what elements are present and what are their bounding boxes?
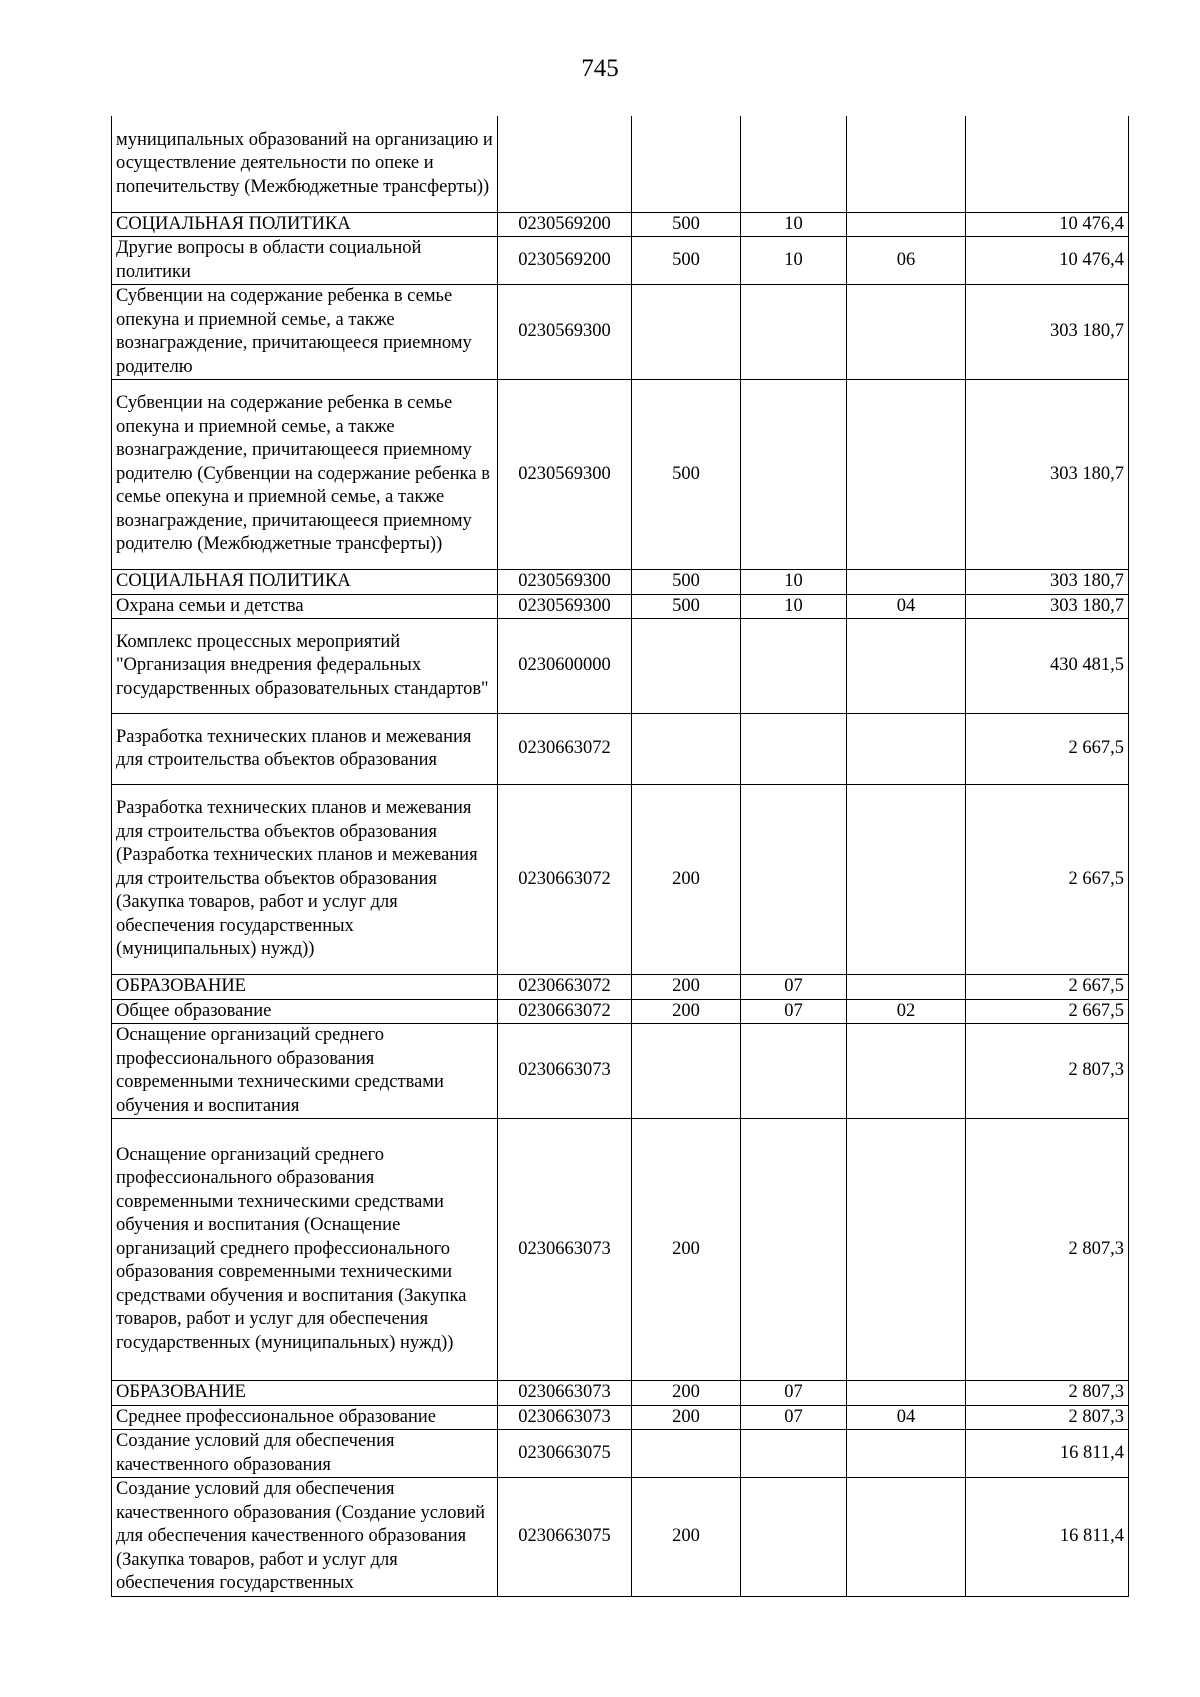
row-rz-cell: 10 [741, 594, 847, 619]
row-sum-cell: 16 811,4 [966, 1430, 1129, 1478]
table-row [112, 785, 1129, 975]
row-rz-cell: 07 [741, 999, 847, 1024]
row-name-cell: Другие вопросы в области социальной политики [112, 237, 498, 285]
row-name-cell: ОБРАЗОВАНИЕ [112, 1381, 498, 1406]
row-code-cell: 0230569300 [498, 570, 632, 595]
row-rz-cell: 10 [741, 570, 847, 595]
table-row [112, 1024, 1129, 1119]
row-name-cell: Охрана семьи и детства [112, 594, 498, 619]
table-row [112, 619, 1129, 714]
table-row [112, 594, 1129, 619]
row-rz-cell: 10 [741, 212, 847, 237]
row-code-cell: 0230663075 [498, 1478, 632, 1597]
page-number: 745 [581, 55, 619, 82]
row-vr-cell [632, 619, 741, 714]
row-code-cell: 0230663075 [498, 1430, 632, 1478]
row-sum-cell: 2 807,3 [966, 1405, 1129, 1430]
row-sum-cell: 10 476,4 [966, 212, 1129, 237]
row-code-cell: 0230663073 [498, 1024, 632, 1119]
table-row [112, 1119, 1129, 1381]
row-pr-cell [847, 380, 966, 570]
row-sum-cell: 2 667,5 [966, 785, 1129, 975]
row-pr-cell: 04 [847, 594, 966, 619]
row-rz-cell: 07 [741, 1405, 847, 1430]
row-sum-cell: 2 807,3 [966, 1119, 1129, 1381]
row-pr-cell [847, 1430, 966, 1478]
table-row [112, 975, 1129, 1000]
row-pr-cell [847, 1381, 966, 1406]
row-pr-cell [847, 714, 966, 785]
row-sum-cell: 16 811,4 [966, 1478, 1129, 1597]
row-code-cell [498, 116, 632, 212]
row-code-cell: 0230663072 [498, 975, 632, 1000]
row-vr-cell: 200 [632, 1381, 741, 1406]
table-row [112, 285, 1129, 380]
row-vr-cell [632, 116, 741, 212]
row-sum-cell: 2 667,5 [966, 999, 1129, 1024]
row-name-cell: Общее образование [112, 999, 498, 1024]
row-vr-cell: 200 [632, 999, 741, 1024]
row-rz-cell [741, 1119, 847, 1381]
row-pr-cell: 02 [847, 999, 966, 1024]
row-name-cell: Разработка технических планов и межевания для строительства объектов образования [112, 714, 498, 785]
row-sum-cell: 2 667,5 [966, 975, 1129, 1000]
row-vr-cell: 500 [632, 594, 741, 619]
row-vr-cell: 500 [632, 212, 741, 237]
row-name-cell: Оснащение организаций среднего профессионального образования современными техническими средствами обучения и воспитания (Оснащение организаций среднего профессионального образования современными техническими средствами обучения и воспитания (Закупка товаров, работ и услуг для обеспечения государственных (муниципальных) нужд)) [112, 1119, 498, 1381]
row-rz-cell: 07 [741, 1381, 847, 1406]
row-sum-cell: 303 180,7 [966, 594, 1129, 619]
budget-table [111, 116, 1129, 1597]
row-name-cell: СОЦИАЛЬНАЯ ПОЛИТИКА [112, 570, 498, 595]
row-code-cell: 0230663072 [498, 999, 632, 1024]
row-sum-cell: 303 180,7 [966, 570, 1129, 595]
table-row [112, 1478, 1129, 1597]
row-pr-cell: 04 [847, 1405, 966, 1430]
row-vr-cell: 200 [632, 1478, 741, 1597]
row-code-cell: 0230663072 [498, 785, 632, 975]
row-rz-cell [741, 116, 847, 212]
row-vr-cell: 500 [632, 570, 741, 595]
row-sum-cell: 2 667,5 [966, 714, 1129, 785]
row-code-cell: 0230663073 [498, 1405, 632, 1430]
row-rz-cell [741, 1478, 847, 1597]
row-name-cell: Создание условий для обеспечения качественного образования [112, 1430, 498, 1478]
row-code-cell: 0230600000 [498, 619, 632, 714]
row-vr-cell: 200 [632, 1405, 741, 1430]
row-sum-cell: 2 807,3 [966, 1381, 1129, 1406]
table-row [112, 1405, 1129, 1430]
row-pr-cell [847, 285, 966, 380]
row-pr-cell [847, 975, 966, 1000]
row-rz-cell [741, 619, 847, 714]
row-vr-cell: 200 [632, 785, 741, 975]
row-pr-cell [847, 212, 966, 237]
row-code-cell: 0230663073 [498, 1381, 632, 1406]
table-row [112, 999, 1129, 1024]
row-rz-cell [741, 1024, 847, 1119]
row-rz-cell [741, 1430, 847, 1478]
table-row [112, 1430, 1129, 1478]
row-vr-cell [632, 285, 741, 380]
row-sum-cell: 2 807,3 [966, 1024, 1129, 1119]
row-vr-cell: 200 [632, 975, 741, 1000]
row-code-cell: 0230663072 [498, 714, 632, 785]
row-name-cell: муниципальных образований на организацию и осуществление деятельности по опеке и попечительству (Межбюджетные трансферты)) [112, 116, 498, 212]
row-rz-cell: 10 [741, 237, 847, 285]
table-row [112, 570, 1129, 595]
table-row [112, 116, 1129, 212]
table-row [112, 714, 1129, 785]
row-rz-cell [741, 380, 847, 570]
row-sum-cell [966, 116, 1129, 212]
row-pr-cell [847, 116, 966, 212]
table-row [112, 212, 1129, 237]
row-name-cell: Субвенции на содержание ребенка в семье опекуна и приемной семье, а также вознаграждение, причитающееся приемному родителю [112, 285, 498, 380]
row-pr-cell [847, 619, 966, 714]
table-row [112, 380, 1129, 570]
row-pr-cell [847, 1478, 966, 1597]
row-code-cell: 0230569300 [498, 285, 632, 380]
row-name-cell: ОБРАЗОВАНИЕ [112, 975, 498, 1000]
row-code-cell: 0230569200 [498, 237, 632, 285]
row-code-cell: 0230569300 [498, 380, 632, 570]
row-code-cell: 0230663073 [498, 1119, 632, 1381]
row-sum-cell: 303 180,7 [966, 285, 1129, 380]
row-name-cell: Создание условий для обеспечения качественного образования (Создание условий для обеспечения качественного образования (Закупка товаров, работ и услуг для обеспечения государственных [112, 1478, 498, 1597]
row-name-cell: Разработка технических планов и межевания для строительства объектов образования (Разработка технических планов и межевания для строительства объектов образования (Закупка товаров, работ и услуг для обеспечения государственных (муниципальных) нужд)) [112, 785, 498, 975]
row-rz-cell [741, 285, 847, 380]
row-code-cell: 0230569200 [498, 212, 632, 237]
row-code-cell: 0230569300 [498, 594, 632, 619]
row-vr-cell [632, 1430, 741, 1478]
row-name-cell: Среднее профессиональное образование [112, 1405, 498, 1430]
row-pr-cell [847, 1024, 966, 1119]
row-name-cell: Комплекс процессных мероприятий "Организация внедрения федеральных государственных образовательных стандартов" [112, 619, 498, 714]
row-pr-cell [847, 785, 966, 975]
row-sum-cell: 10 476,4 [966, 237, 1129, 285]
row-pr-cell: 06 [847, 237, 966, 285]
row-pr-cell [847, 1119, 966, 1381]
row-name-cell: Оснащение организаций среднего профессионального образования современными техническими средствами обучения и воспитания [112, 1024, 498, 1119]
row-vr-cell: 200 [632, 1119, 741, 1381]
row-vr-cell: 500 [632, 380, 741, 570]
row-sum-cell: 430 481,5 [966, 619, 1129, 714]
row-vr-cell [632, 714, 741, 785]
row-rz-cell [741, 785, 847, 975]
row-rz-cell: 07 [741, 975, 847, 1000]
row-rz-cell [741, 714, 847, 785]
row-name-cell: СОЦИАЛЬНАЯ ПОЛИТИКА [112, 212, 498, 237]
table-row [112, 1381, 1129, 1406]
row-sum-cell: 303 180,7 [966, 380, 1129, 570]
row-vr-cell [632, 1024, 741, 1119]
row-name-cell: Субвенции на содержание ребенка в семье опекуна и приемной семье, а также вознаграждение, причитающееся приемному родителю (Субвенции на содержание ребенка в семье опекуна и приемной семье, а также вознаграждение, причитающееся приемному родителю (Межбюджетные трансферты)) [112, 380, 498, 570]
row-vr-cell: 500 [632, 237, 741, 285]
row-pr-cell [847, 570, 966, 595]
table-row [112, 237, 1129, 285]
